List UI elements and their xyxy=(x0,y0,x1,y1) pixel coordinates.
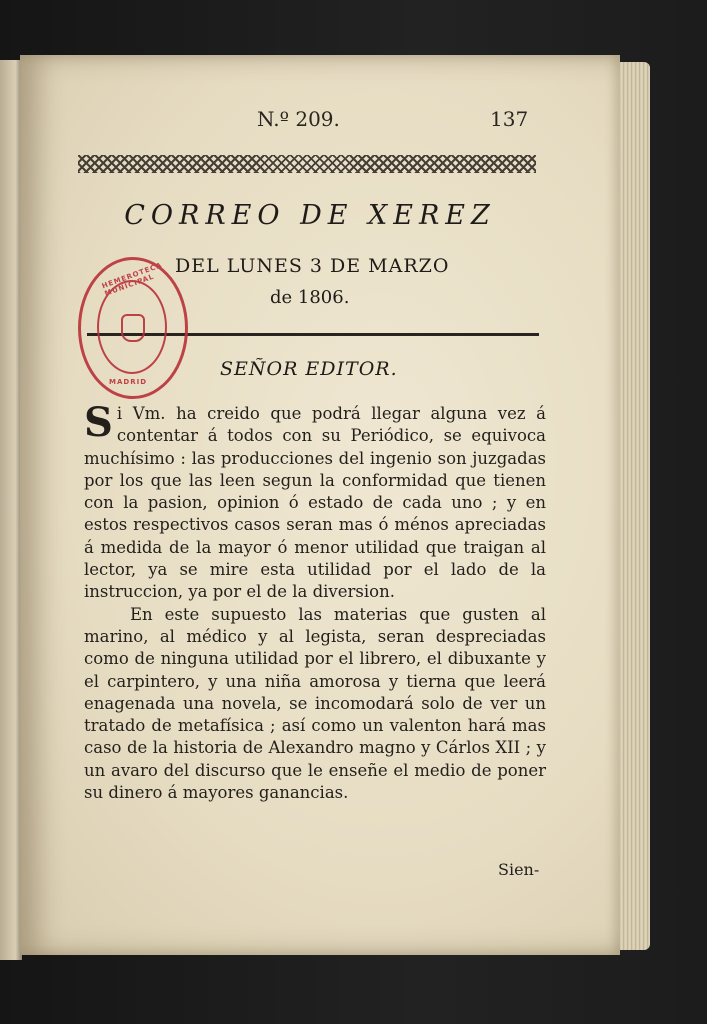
page-number: 137 xyxy=(490,107,529,131)
paragraph xyxy=(84,604,546,805)
decorative-border xyxy=(78,155,536,173)
catchword: Sien- xyxy=(498,860,540,879)
section-heading: SEÑOR EDITOR. xyxy=(220,358,398,380)
stamp-ring-text: HEMEROTECA MUNICIPAL xyxy=(100,261,164,298)
issue-year: de 1806. xyxy=(270,287,350,308)
stamp-lettering xyxy=(81,260,185,396)
book-page xyxy=(20,55,620,955)
issue-date: DEL LUNES 3 DE MARZO xyxy=(175,255,450,277)
paragraph-text: En este supuesto las materias que gusten al marino, al médico y al legista, seran despreciadas como de ninguna utilidad por el librero, el dibuxante y el carpintero, y una niña amorosa y tierna que leerá enagenada una novela, se incomodará solo de ver un tratado de metafísica ; así como un valenton hará mas caso de la historia de Alexandro magno y Cárlos XII ; y un avaro del discurso que le enseñe el medio de poner su dinero á mayores ganancias. xyxy=(84,604,546,803)
drop-cap: S xyxy=(84,399,113,446)
library-stamp-icon xyxy=(78,257,188,399)
facing-page-edge xyxy=(0,60,22,960)
issue-number: N.º 209. xyxy=(257,107,340,131)
article-body xyxy=(84,399,546,804)
paragraph-text: i Vm. ha creido que podrá llegar alguna vez á contentar á todos con su Periódico, se equivoca muchísimo : las producciones del ingenio son juzgadas por los que las leen segun la conformidad que tienen con la pasion, opinion ó estado de cada uno ; y en estos respectivos casos seran mas ó ménos apreciadas á medida de la mayor ó menor utilidad que traigan al lector, ya se mire esta utilidad por el lado de la instruccion, ya por el de la diversion. xyxy=(84,404,546,602)
stamp-bottom-text: MADRID xyxy=(109,378,147,386)
newspaper-title: CORREO DE XEREZ xyxy=(124,200,496,231)
paragraph xyxy=(84,399,546,604)
